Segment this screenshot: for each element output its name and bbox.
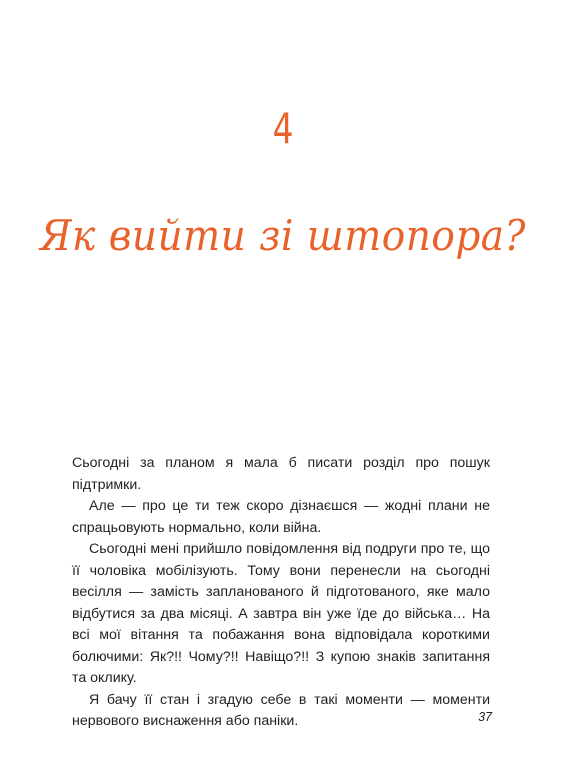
paragraph: Сьогодні за планом я мала б писати розділ про пошук підтримки. xyxy=(72,455,490,493)
chapter-title: Як вийти зі штопора? xyxy=(40,211,526,260)
paragraph: Сьогодні мені прийшло повідомлення від подруги про те, що її чоловіка мобілізують. Тому вони перенесли на сьогодні весілля — замість запланованого й підготованого, яке мало відбутися за два місяці. А завтра він уже їде до війська… На всі мої вітання та побажання вона відповідала короткими болючими: Як?!! Чому?!! Навіщо?!! З купою знаків запитання та оклику. xyxy=(72,541,490,686)
paragraph: Але — про це ти теж скоро дізнаєшся — жодні плани не спрацьовують нормально, коли війна. xyxy=(72,498,490,536)
body-text xyxy=(72,453,490,733)
chapter-number: 4 xyxy=(272,104,294,153)
paragraph: Я бачу її стан і згадую себе в такі моменти — моменти нервового виснаження або паніки. xyxy=(72,691,490,729)
page-number: 37 xyxy=(478,710,492,724)
